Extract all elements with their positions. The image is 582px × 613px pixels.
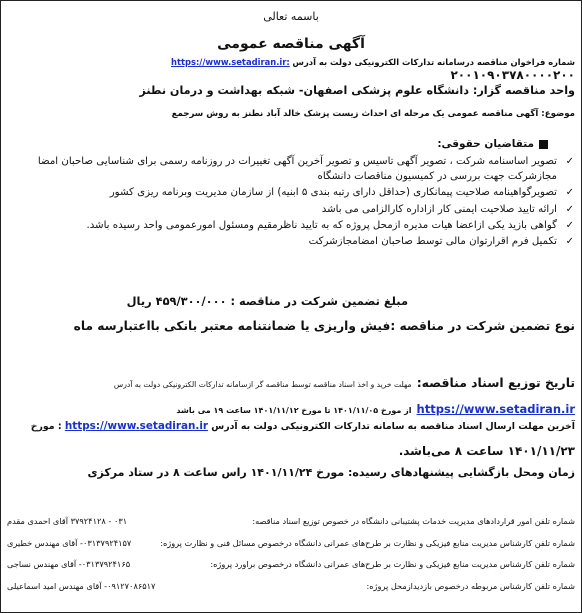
contact-phone: ۰۳۱۳۷۹۲۴۱۶۵- آقای مهندس نساجی xyxy=(7,559,131,570)
distribution-heading-detail: مهلت خرید و اخذ اسناد مناقصه توسط مناقصه گر ازسامانه تدارکات الکترونیکی دولت به آدرس xyxy=(113,380,412,389)
deadline-suffix: : مورخ xyxy=(30,421,62,432)
guarantee-type: نوع تضمین شرکت در مناقصه :فیش واریزی یا ضمانتنامه معتبر بانکی بااعتبارسه ماه xyxy=(73,319,575,333)
requirements-heading-text: متقاضیان حقوقی: xyxy=(437,138,534,150)
deadline-label: آخرین مهلت ارسال اسناد مناقصه به سامانه تدارکات الکترونیکی دولت به آدرس xyxy=(211,421,575,432)
checkmark-icon: ✓ xyxy=(565,156,574,167)
contact-phone: ۰۳۱ - ۳۷۹۲۴۱۲۸ آقای احمدی مقدم xyxy=(7,516,128,526)
square-bullet-icon xyxy=(539,140,548,149)
requirement-text: تکمیل فرم اقرارتوان مالی توسط صاحبان امضامجازشرکت xyxy=(308,236,557,248)
distribution-date-line xyxy=(176,398,575,417)
requirement-text: تصویرگواهینامه صلاحیت پیمانکاری (حداقل دارای رتبه بندی ۵ ابنیه) از سازمان مدیریت وبرنامه ریزی کشور xyxy=(109,187,557,199)
requirement-item xyxy=(9,234,575,249)
contact-row xyxy=(7,533,575,555)
requirement-item xyxy=(9,218,575,233)
organizer-label: واحد مناقصه گزار: xyxy=(472,84,575,97)
deadline-line xyxy=(31,420,575,432)
distribution-heading: تاریخ توزیع اسناد مناقصه: xyxy=(416,375,575,390)
notice-title: آگهی مناقصه عمومی xyxy=(217,36,365,52)
requirement-text: گواهی بازید یکی ازاعضا هیات مدیره ازمحل پروژه که به تایید ناظرمقیم ومسئول امورعمومی واحد رسیده باشد. xyxy=(86,219,557,231)
contact-description: شماره تلفن کارشناس مدیریت منابع فیزیکی و نظارت بر طرح‌های عمرانی دانشگاه درخصوص براورد پروژه: xyxy=(210,559,575,570)
deadline-date: ۱۴۰۱/۱۱/۲۳ ساعت ۸ می‌باشد. xyxy=(398,444,575,458)
subject-label: موضوع: xyxy=(541,109,575,119)
requirement-item xyxy=(9,202,575,217)
requirements-list xyxy=(9,154,575,250)
organizer-value: دانشگاه علوم پزشکی اصفهان- شبکه بهداشت و درمان نطنز xyxy=(139,84,469,97)
contact-phone: ۰۳۱۳۷۹۲۴۱۵۷- آقای مهندس خطیری xyxy=(7,537,132,548)
contact-description: شماره تلفن کارشناس مربوطه درخصوص بازدیدازمحل پروژه: xyxy=(366,580,575,591)
tender-number-label: شماره فراخوان مناقصه درسامانه تدارکات الکترونیکی دولت به آدرس xyxy=(292,57,575,67)
contact-row xyxy=(7,511,575,533)
distribution-site-link[interactable]: https://www.setadiran.ir xyxy=(416,402,575,416)
checkmark-icon: ✓ xyxy=(565,219,574,231)
tender-site-link[interactable]: https://www.setadiran.ir: xyxy=(171,57,290,67)
checkmark-icon: ✓ xyxy=(565,187,574,199)
contact-row xyxy=(7,576,575,598)
checkmark-icon: ✓ xyxy=(565,203,574,215)
subject-value: آگهی مناقصه عمومی یک مرحله ای احداث زیست پزشک خالد آباد نطنز به روش سرجمع xyxy=(171,109,539,119)
contact-phone: ۰۹۱۲۷۰۸۶۵۱۷- آقای مهندس امید اسماعیلی xyxy=(7,580,156,591)
opening-line: زمان ومحل بازگشایی پیشنهادهای رسیده: مورخ ۱۴۰۱/۱۱/۲۴ راس ساعت ۸ در ستاد مرکزی xyxy=(87,466,575,479)
tender-number: ۲۰۰۱۰۹۰۳۷۸۰۰۰۰۲۰۰ xyxy=(450,68,575,82)
contacts-block xyxy=(7,511,575,597)
subject-line xyxy=(172,109,575,119)
guarantee-amount: مبلغ تضمین شرکت در مناقصه : ۴۵۹/۳۰۰/۰۰۰ ریال xyxy=(126,294,408,308)
requirement-item xyxy=(9,154,575,184)
requirement-text: تصویر اساسنامه شرکت ، تصویر آگهی تاسیس و تصویر آخرین آگهی تغییرات در روزنامه رسمی برای شناسایی صاحبان امضا مجازشرکت جهت بررسی در کمیسیون مناقصات دانشگاه xyxy=(37,156,557,183)
bismillah: باسمه تعالی xyxy=(263,10,319,23)
contact-row xyxy=(7,554,575,576)
checkmark-icon: ✓ xyxy=(565,236,574,248)
distribution-heading-line xyxy=(114,372,575,391)
requirements-heading xyxy=(437,138,548,150)
distribution-date-detail: از مورخ ۱۴۰۱/۱۱/۰۵ تا مورخ ۱۴۰۱/۱۱/۱۲ ساعت ۱۹ می باشد xyxy=(176,406,412,415)
organizer-line xyxy=(139,84,575,97)
deadline-site-link[interactable]: https://www.setadiran.ir xyxy=(64,420,209,432)
tender-number-line xyxy=(171,57,575,67)
requirement-item xyxy=(9,185,575,200)
requirement-text: ارائه تایید صلاحیت ایمنی کار ازاداره کارالزامی می باشد xyxy=(321,203,557,215)
contact-description: شماره تلفن کارشناس مدیریت منابع فیزیکی و نظارت بر طرح‌های عمرانی دانشگاه درخصوص مسائل فنی و نظارت پروژه: xyxy=(160,537,575,548)
contact-description: شماره تلفن امور قراردادهای مدیریت خدمات پشتیبانی دانشگاه در خصوص توزیع اسناد مناقصه: xyxy=(252,516,575,526)
